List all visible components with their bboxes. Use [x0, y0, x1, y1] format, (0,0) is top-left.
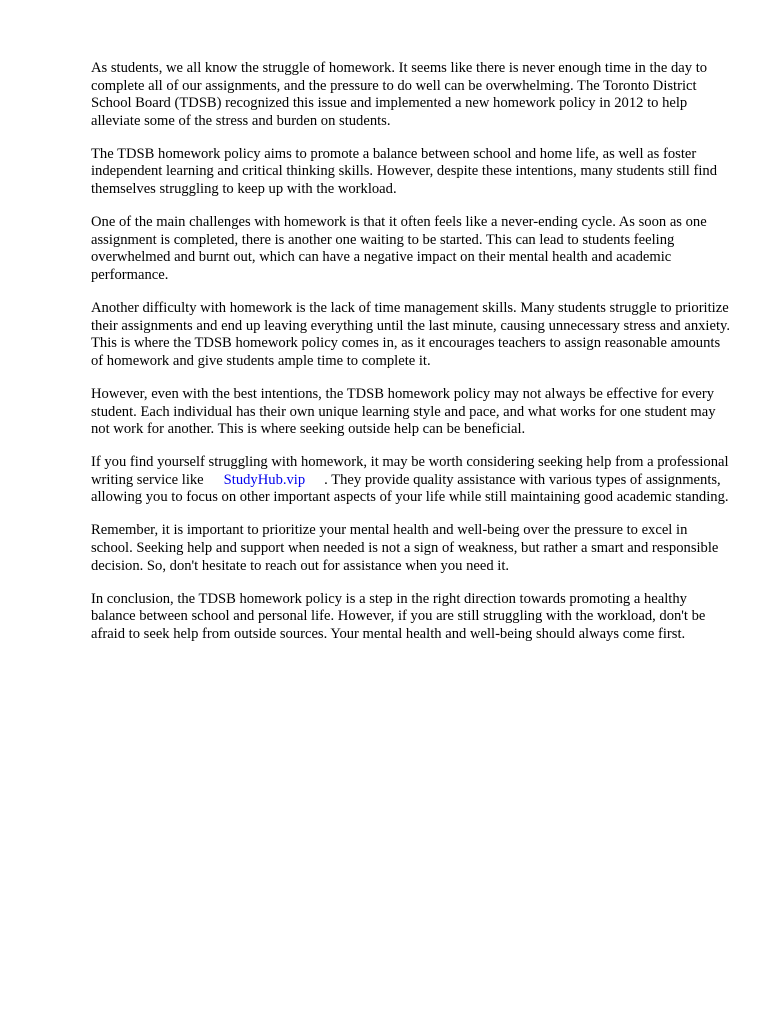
- paragraph-policy-aims: The TDSB homework policy aims to promote a balance between school and home life, as well as foster independent learning and critical thinking skills. However, despite these intentions, many students still find themselves struggling to keep up with the workload.: [91, 145, 718, 198]
- help-text-after-link: . They provide quality assistance with various types of assignments, allowing you to focus on other important aspects of your life while still maintaining good academic standing.: [91, 471, 729, 506]
- help-text-before-link: If you find yourself struggling with homework, it may be worth considering seeking help from a professional writing service like: [91, 454, 729, 488]
- document-page: [91, 60, 731, 659]
- paragraph-seeking-help: [91, 454, 731, 507]
- paragraph-challenges: One of the main challenges with homework is that it often feels like a never-ending cycle. As soon as one assignment is completed, there is another one waiting to be started. This can lead to students feeling overwhelmed and burnt out, which can have a negative impact on their mental health and academic performance.: [91, 214, 707, 283]
- paragraph-intro: As students, we all know the struggle of homework. It seems like there is never enough time in the day to complete all of our assignments, and the pressure to do well can be overwhelming. The Toronto District School Board (TDSB) recognized this issue and implemented a new homework policy in 2012 to help alleviate some of the stress and burden on students.: [91, 60, 708, 129]
- paragraph-conclusion: In conclusion, the TDSB homework policy is a step in the right direction towards promoting a healthy balance between school and personal life. However, if you are still struggling with the workload, don't be afraid to seek help from outside sources. Your mental health and well-being should always come first.: [91, 590, 706, 642]
- paragraph-remember: Remember, it is important to prioritize your mental health and well-being over the pressure to excel in school. Seeking help and support when needed is not a sign of weakness, but rather a smart and responsible decision. So, don't hesitate to reach out for assistance when you need it.: [91, 522, 719, 574]
- paragraph-effectiveness: However, even with the best intentions, the TDSB homework policy may not always be effective for every student. Each individual has their own unique learning style and pace, and what works for one student may not work for another. This is where seeking outside help can be beneficial.: [91, 385, 716, 438]
- paragraph-time-management: Another difficulty with homework is the lack of time management skills. Many students struggle to prioritize their assignments and end up leaving everything until the last minute, causing unnecessary stress and anxiety. This is where the TDSB homework policy comes in, as it encourages teachers to assign reasonable amounts of homework and give students ample time to complete it.: [91, 300, 730, 369]
- studyhub-link[interactable]: StudyHub.vip: [223, 471, 306, 488]
